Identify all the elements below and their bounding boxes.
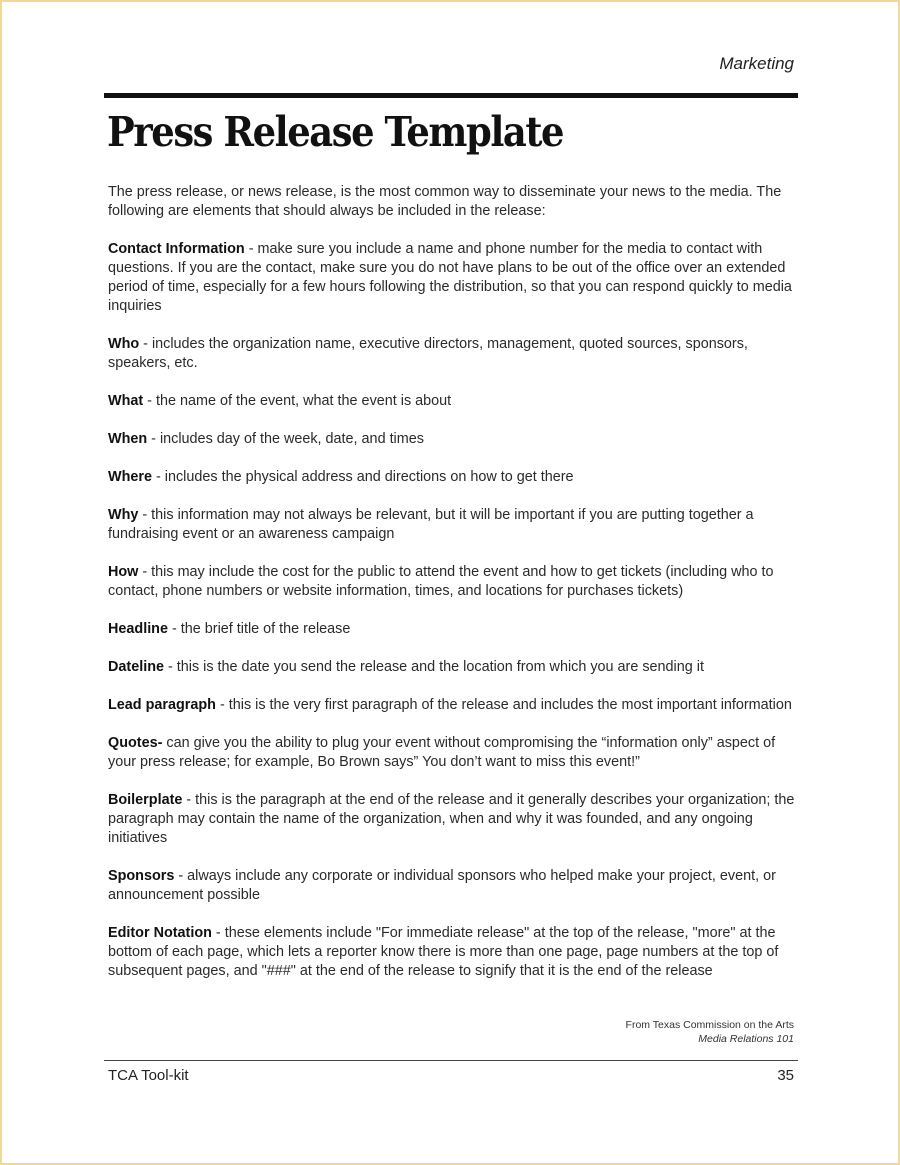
element-term: Dateline <box>108 659 164 675</box>
element-description: can give you the ability to plug your event without compromising the “information only” aspect of your press release; for example, Bo Brown says” You don’t want to miss this event!” <box>108 735 776 770</box>
element-term: Quotes- <box>108 735 163 751</box>
element-description: - this information may not always be relevant, but it will be important if you are putting together a fundraising event or an awareness campaign <box>108 507 754 542</box>
page-title: Press Release Template <box>107 108 564 156</box>
element-description: - includes day of the week, date, and times <box>147 431 424 447</box>
element-term: Headline <box>108 621 168 637</box>
element-item <box>108 430 798 449</box>
element-term: Why <box>108 507 139 523</box>
element-term: Lead paragraph <box>108 697 216 713</box>
element-item <box>108 240 798 316</box>
element-description: - includes the organization name, executive directors, management, quoted sources, sponsors, speakers, etc. <box>108 336 748 371</box>
element-term: Sponsors <box>108 868 175 884</box>
footer-rule <box>104 1060 798 1061</box>
element-item <box>108 734 798 772</box>
section-header: Marketing <box>719 54 794 73</box>
element-item <box>108 791 798 848</box>
element-item <box>108 335 798 373</box>
element-term: Where <box>108 469 152 485</box>
element-item <box>108 620 798 639</box>
element-term: When <box>108 431 148 447</box>
element-item <box>108 924 798 981</box>
element-term: What <box>108 393 144 409</box>
element-description: - this is the date you send the release and the location from which you are sending it <box>163 659 704 675</box>
element-term: Boilerplate <box>108 792 183 808</box>
source-line: From Texas Commission on the Arts <box>625 1019 794 1031</box>
element-description: - this is the very first paragraph of the release and includes the most important information <box>215 697 792 713</box>
footer-title: TCA Tool-kit <box>108 1067 189 1084</box>
element-description: - these elements include "For immediate release" at the top of the release, "more" at the bottom of each page, which lets a reporter know there is more than one page, page numbers at the top of subsequent pages, and "###" at the end of the release to signify that it is the end of the release <box>108 925 779 979</box>
source-attribution <box>626 1018 794 1046</box>
element-item <box>108 468 798 487</box>
element-term: Editor Notation <box>108 925 212 941</box>
element-term: Contact Information <box>108 241 245 257</box>
source-publication: Media Relations 101 <box>698 1033 794 1045</box>
element-item <box>108 506 798 544</box>
element-item <box>108 392 798 411</box>
element-description: - this may include the cost for the public to attend the event and how to get tickets (including who to contact, phone numbers or website information, times, and locations for purchases tickets) <box>108 564 774 599</box>
intro-paragraph: The press release, or news release, is the most common way to disseminate your news to the media. The following are elements that should always be included in the release: <box>108 184 782 219</box>
element-item <box>108 563 798 601</box>
element-description: - the brief title of the release <box>167 621 351 637</box>
element-description: - this is the paragraph at the end of the release and it generally describes your organization; the paragraph may contain the name of the organization, when and why it was founded, and any ongoing initiatives <box>108 792 795 846</box>
element-item <box>108 696 798 715</box>
element-description: - make sure you include a name and phone number for the media to contact with questions. If you are the contact, make sure you do not have plans to be out of the office over an extended period of time, especially for a few hours following the distribution, so that you can respond quickly to media inquiries <box>108 241 792 314</box>
body-content <box>108 183 798 1000</box>
element-description: - always include any corporate or individual sponsors who helped make your project, event, or announcement possible <box>108 868 776 903</box>
element-description: - includes the physical address and directions on how to get there <box>151 469 574 485</box>
header-rule <box>104 93 798 98</box>
element-item <box>108 867 798 905</box>
element-term: How <box>108 564 139 580</box>
element-description: - the name of the event, what the event is about <box>143 393 452 409</box>
page-number: 35 <box>777 1067 794 1084</box>
element-item <box>108 658 798 677</box>
element-term: Who <box>108 336 140 352</box>
